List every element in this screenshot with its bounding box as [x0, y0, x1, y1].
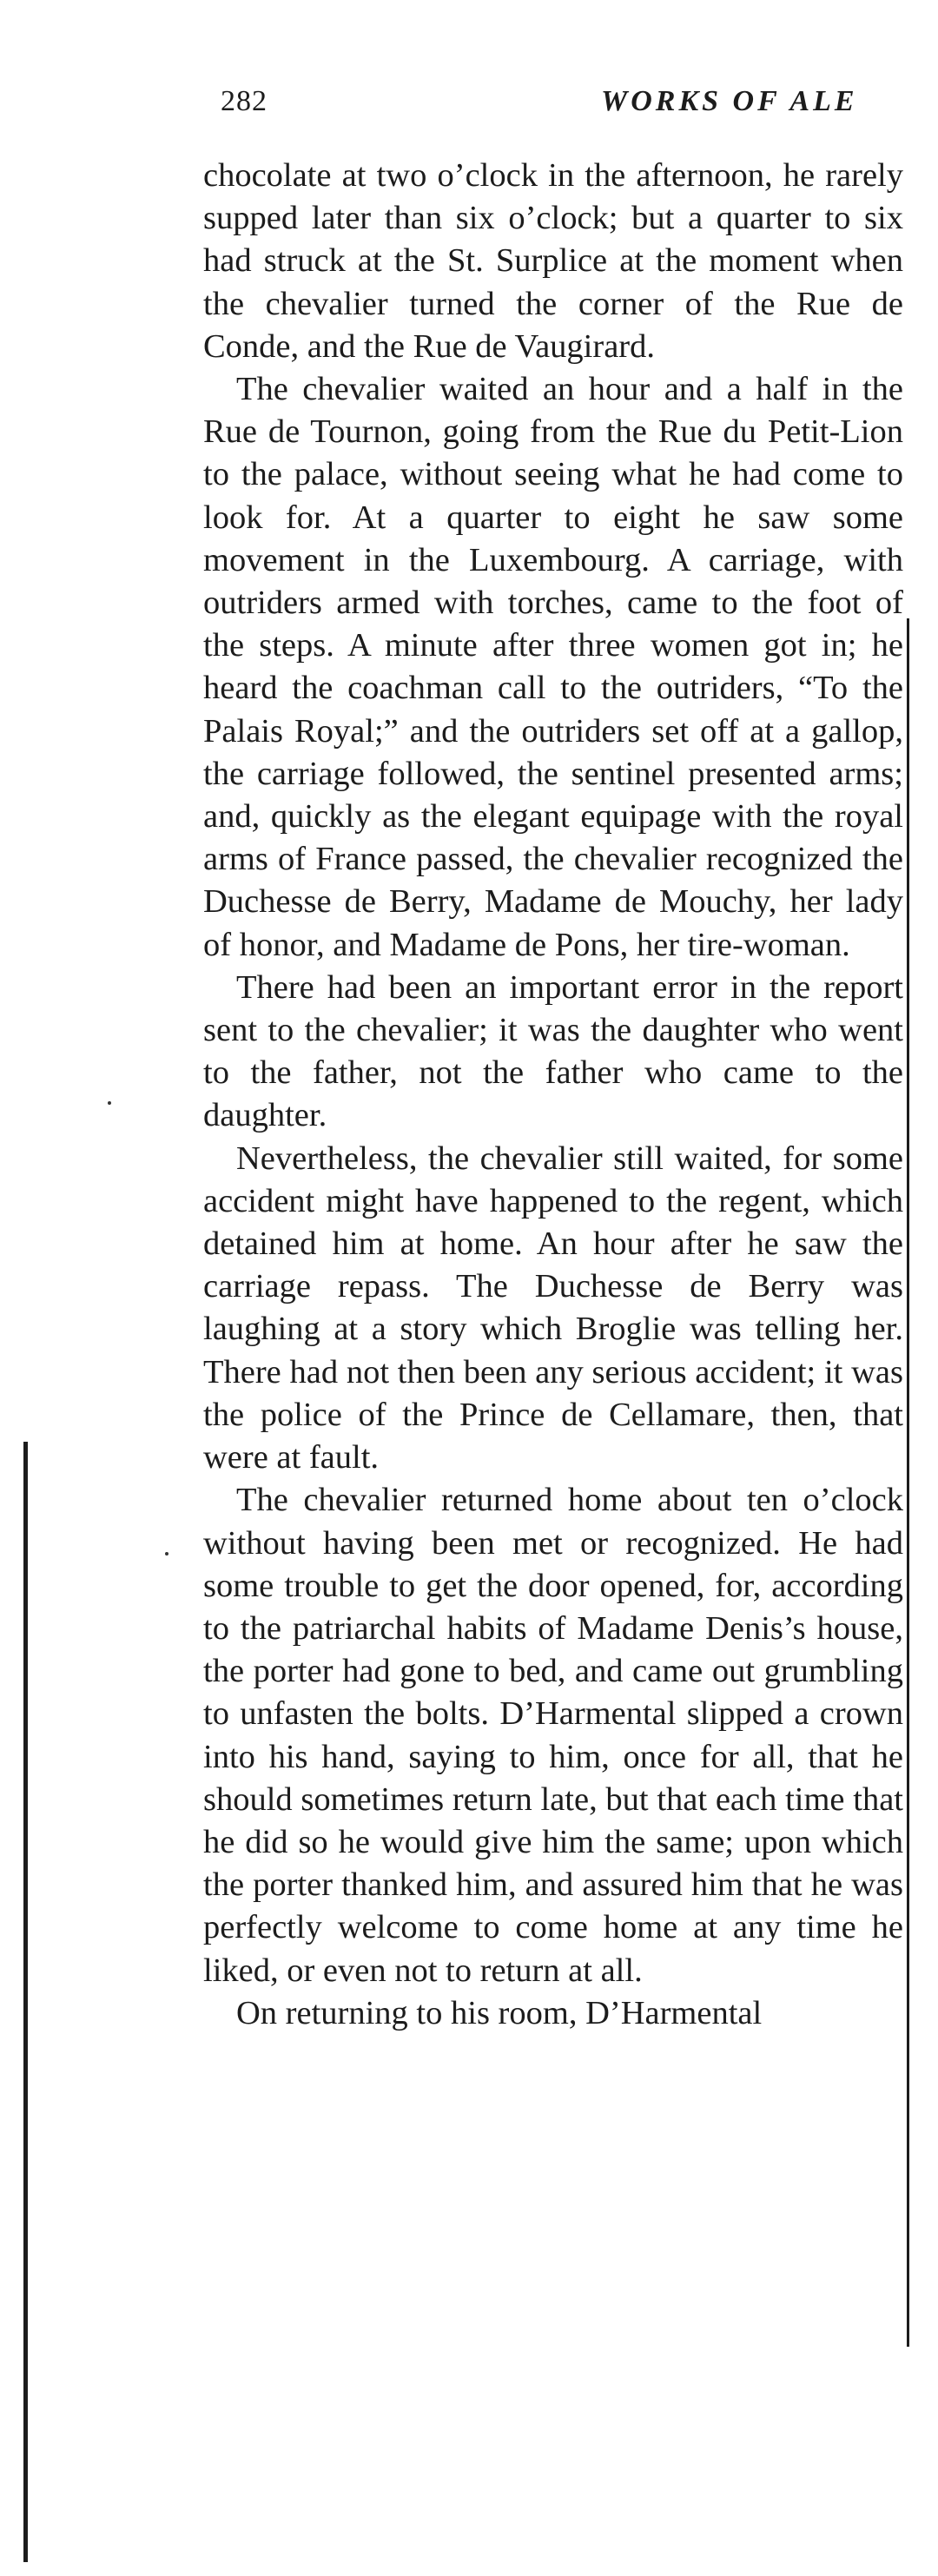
paragraph: The chevalier waited an hour and a half in the Rue de Tournon, going from the Rue du Petit-Lion to the palace, without seeing what he had come to look for. At a quarter to eight he saw some movement in the Luxembourg. A carriage, with outriders armed with torches, came to the foot of the steps. A minute after three women got in; he heard the coachman call to the outriders, “To the Palais Royal;” and the outriders set off at a gallop, the carriage followed, the sentinel presented arms; and, quickly as the elegant equipage with the royal arms of France passed, the chevalier recognized the Duchesse de Berry, Madame de Mouchy, her lady of honor, and Madame de Pons, her tire-woman. — [203, 371, 903, 963]
right-margin-rule — [907, 618, 909, 2347]
paragraph: Nevertheless, the chevalier still waited, for some accident might have happened to the regent, which detained him at home. An hour after he saw the carriage repass. The Duchesse de Berry was laughing at a story which Broglie was telling her. There had not then been any serious accident; it was the police of the Prince de Cellamare, then, that were at fault. — [203, 1139, 903, 1476]
scan-speck — [108, 1101, 111, 1105]
paragraph: There had been an important error in the report sent to the chevalier; it was the daughter who went to the father, not the father who came to the daughter. — [203, 968, 903, 1134]
paragraph: The chevalier returned home about ten o’clock without having been met or recognized. He had some trouble to get the door opened, for, according to the patriarchal habits of Madame Denis’s house, the porter had gone to bed, and came out grumbling to unfasten the bolts. D’Harmental slipped a crown into his hand, saying to him, once for all, that he should sometimes return late, but that each time that he did so he would give him the same; upon which the porter thanked him, and assured him that he was perfectly welcome to come home at any time he liked, or even not to return at all. — [203, 1482, 903, 1989]
page-number: 282 — [221, 85, 268, 117]
paragraph-continued: chocolate at two o’clock in the afternoon, he rarely supped later than six o’clock; but a quarter to six had struck at the St. Surplice at the moment when the chevalier turned the corner of the Rue de Conde, and the Rue de Vaugirard. — [203, 157, 903, 365]
left-margin-rule — [23, 1442, 28, 2562]
running-head — [221, 80, 938, 123]
paragraph-last: On returning to his room, D’Harmental — [236, 1994, 763, 2031]
scan-speck — [165, 1552, 168, 1556]
running-title: WORKS OF ALE — [601, 85, 858, 117]
body-text — [203, 155, 903, 2035]
